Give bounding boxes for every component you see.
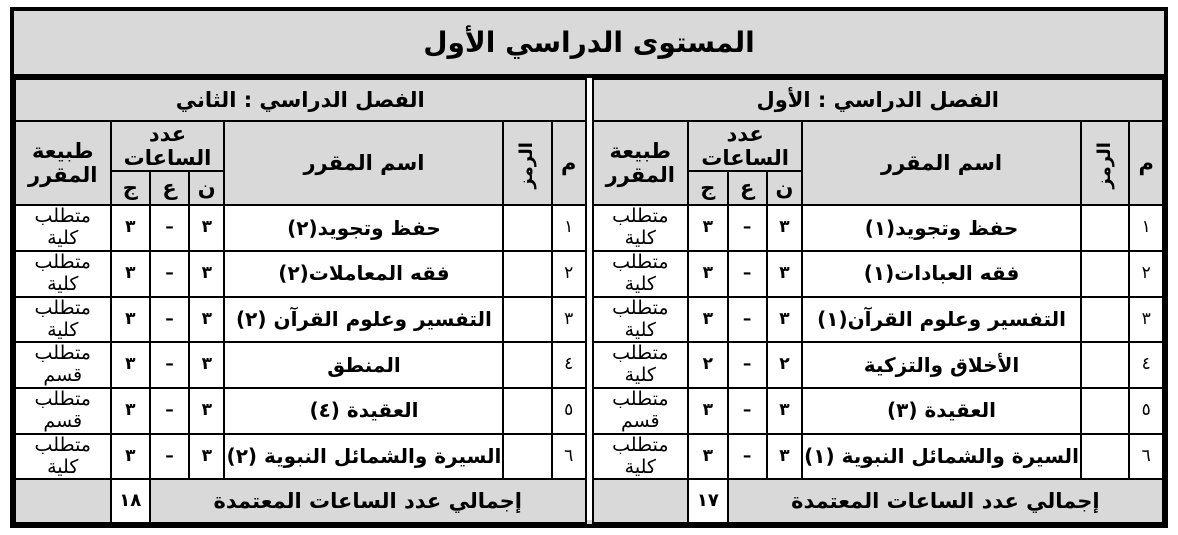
course-row [15,434,586,480]
course-name-cell: التفسير وعلوم القرآن (٢) [224,297,503,343]
course-row [593,297,1164,343]
course-name-cell: العقيدة (٤) [224,388,503,434]
row-number-cell: ٦ [552,434,586,480]
theoretical-hours-cell: ٣ [189,251,224,297]
course-code-cell [503,205,551,251]
code-rotated-label: الرمز [1093,141,1115,189]
course-name-cell: حفظ وتجويد(٢) [224,205,503,251]
course-name-cell: الأخلاق والتزكية [802,342,1081,388]
level-title: المستوى الدراسي الأول [14,11,1164,78]
practical-hours-cell: – [150,205,189,251]
course-nature-cell: متطلب قسم [15,342,111,388]
course-nature-cell: متطلب كلية [15,434,111,480]
course-row [593,388,1164,434]
total-hours-cell: ٣ [111,297,151,343]
col-header-hours: عدد الساعات [688,121,802,171]
course-name-cell: السيرة والشمائل النبوية (١) [802,434,1081,480]
theoretical-hours-cell: ٢ [767,342,802,388]
row-number-cell: ٢ [552,251,586,297]
theoretical-hours-cell: ٣ [189,342,224,388]
row-number-cell: ٦ [1129,434,1163,480]
course-code-cell [503,342,551,388]
practical-hours-cell: – [728,251,767,297]
course-row [15,388,586,434]
total-hours-label: إجمالي عدد الساعات المعتمدة [728,479,1163,523]
course-nature-cell: متطلب قسم [593,388,689,434]
col-header-course: اسم المقرر [802,121,1081,205]
course-name-cell: فقه المعاملات(٢) [224,251,503,297]
total-hours-cell: ٣ [111,388,151,434]
course-code-cell [1081,434,1129,480]
course-code-cell [503,388,551,434]
course-name-cell: المنطق [224,342,503,388]
theoretical-hours-cell: ٣ [767,251,802,297]
col-header-code [1081,121,1129,205]
course-nature-cell: متطلب كلية [593,342,689,388]
practical-hours-cell: – [728,388,767,434]
row-number-cell: ٥ [1129,388,1163,434]
practical-hours-cell: – [728,297,767,343]
course-code-cell [503,251,551,297]
total-row-empty-cell [593,479,689,523]
practical-hours-cell: – [150,434,189,480]
course-nature-cell: متطلب كلية [593,297,689,343]
row-number-cell: ٣ [1129,297,1163,343]
semester-1-title: الفصل الدراسي : الأول [593,79,1164,121]
col-header-hours: عدد الساعات [111,121,225,171]
total-hours-cell: ٣ [111,205,151,251]
course-code-cell [503,297,551,343]
row-number-cell: ١ [1129,205,1163,251]
semester-1-table [592,78,1165,524]
practical-hours-cell: – [150,297,189,343]
course-nature-cell: متطلب قسم [15,388,111,434]
semester-1-total-hours: ١٧ [688,479,728,523]
total-row [15,479,586,523]
course-code-cell [503,434,551,480]
total-hours-cell: ٣ [111,342,151,388]
course-name-cell: حفظ وتجويد(١) [802,205,1081,251]
col-header-course: اسم المقرر [224,121,503,205]
course-name-cell: فقه العبادات(١) [802,251,1081,297]
practical-hours-cell: – [150,251,189,297]
course-row [15,251,586,297]
row-number-cell: ٤ [1129,342,1163,388]
course-nature-cell: متطلب كلية [593,251,689,297]
col-header-total: ج [688,171,728,205]
semester-2-table [14,78,587,524]
semester-2-title: الفصل الدراسي : الثاني [15,79,586,121]
total-hours-cell: ٣ [688,434,728,480]
course-row [15,205,586,251]
theoretical-hours-cell: ٣ [189,297,224,343]
column-header-row [593,121,1164,171]
course-row [15,297,586,343]
total-hours-label: إجمالي عدد الساعات المعتمدة [150,479,585,523]
theoretical-hours-cell: ٣ [189,388,224,434]
course-row [15,342,586,388]
col-header-nature: طبيعة المقرر [593,121,689,205]
column-header-row [15,121,586,171]
theoretical-hours-cell: ٣ [767,205,802,251]
course-code-cell [1081,342,1129,388]
course-code-cell [1081,297,1129,343]
total-hours-cell: ٢ [688,342,728,388]
practical-hours-cell: – [728,205,767,251]
col-header-practical: ع [150,171,189,205]
practical-hours-cell: – [728,342,767,388]
code-rotated-label: الرمز [516,141,538,189]
total-hours-cell: ٣ [688,251,728,297]
course-row [593,434,1164,480]
total-hours-cell: ٣ [688,205,728,251]
course-nature-cell: متطلب كلية [15,251,111,297]
total-hours-cell: ٣ [688,297,728,343]
course-code-cell [1081,251,1129,297]
semester-1-header-row [593,79,1164,121]
course-code-cell [1081,388,1129,434]
course-row [593,342,1164,388]
total-hours-cell: ٣ [111,251,151,297]
total-hours-cell: ٣ [688,388,728,434]
theoretical-hours-cell: ٣ [189,205,224,251]
col-header-theoretical: ن [189,171,224,205]
practical-hours-cell: – [150,388,189,434]
row-number-cell: ١ [552,205,586,251]
course-nature-cell: متطلب كلية [15,297,111,343]
row-number-cell: ٣ [552,297,586,343]
semester-2-total-hours: ١٨ [111,479,151,523]
theoretical-hours-cell: ٣ [767,297,802,343]
theoretical-hours-cell: ٣ [189,434,224,480]
course-name-cell: العقيدة (٣) [802,388,1081,434]
course-nature-cell: متطلب كلية [593,205,689,251]
row-number-cell: ٢ [1129,251,1163,297]
col-header-theoretical: ن [767,171,802,205]
practical-hours-cell: – [150,342,189,388]
col-header-nature: طبيعة المقرر [15,121,111,205]
study-level-table [10,7,1168,528]
row-number-cell: ٤ [552,342,586,388]
theoretical-hours-cell: ٣ [767,434,802,480]
semester-tables-container [14,78,1164,520]
col-header-practical: ع [728,171,767,205]
total-row-empty-cell [15,479,111,523]
col-header-code [503,121,551,205]
course-name-cell: السيرة والشمائل النبوية (٢) [224,434,503,480]
course-nature-cell: متطلب كلية [593,434,689,480]
total-row [593,479,1164,523]
course-row [593,205,1164,251]
col-header-total: ج [111,171,151,205]
total-hours-cell: ٣ [111,434,151,480]
col-header-num: م [552,121,586,205]
row-number-cell: ٥ [552,388,586,434]
practical-hours-cell: – [728,434,767,480]
theoretical-hours-cell: ٣ [767,388,802,434]
course-name-cell: التفسير وعلوم القرآن(١) [802,297,1081,343]
course-nature-cell: متطلب كلية [15,205,111,251]
col-header-num: م [1129,121,1163,205]
semester-2-header-row [15,79,586,121]
course-code-cell [1081,205,1129,251]
course-row [593,251,1164,297]
